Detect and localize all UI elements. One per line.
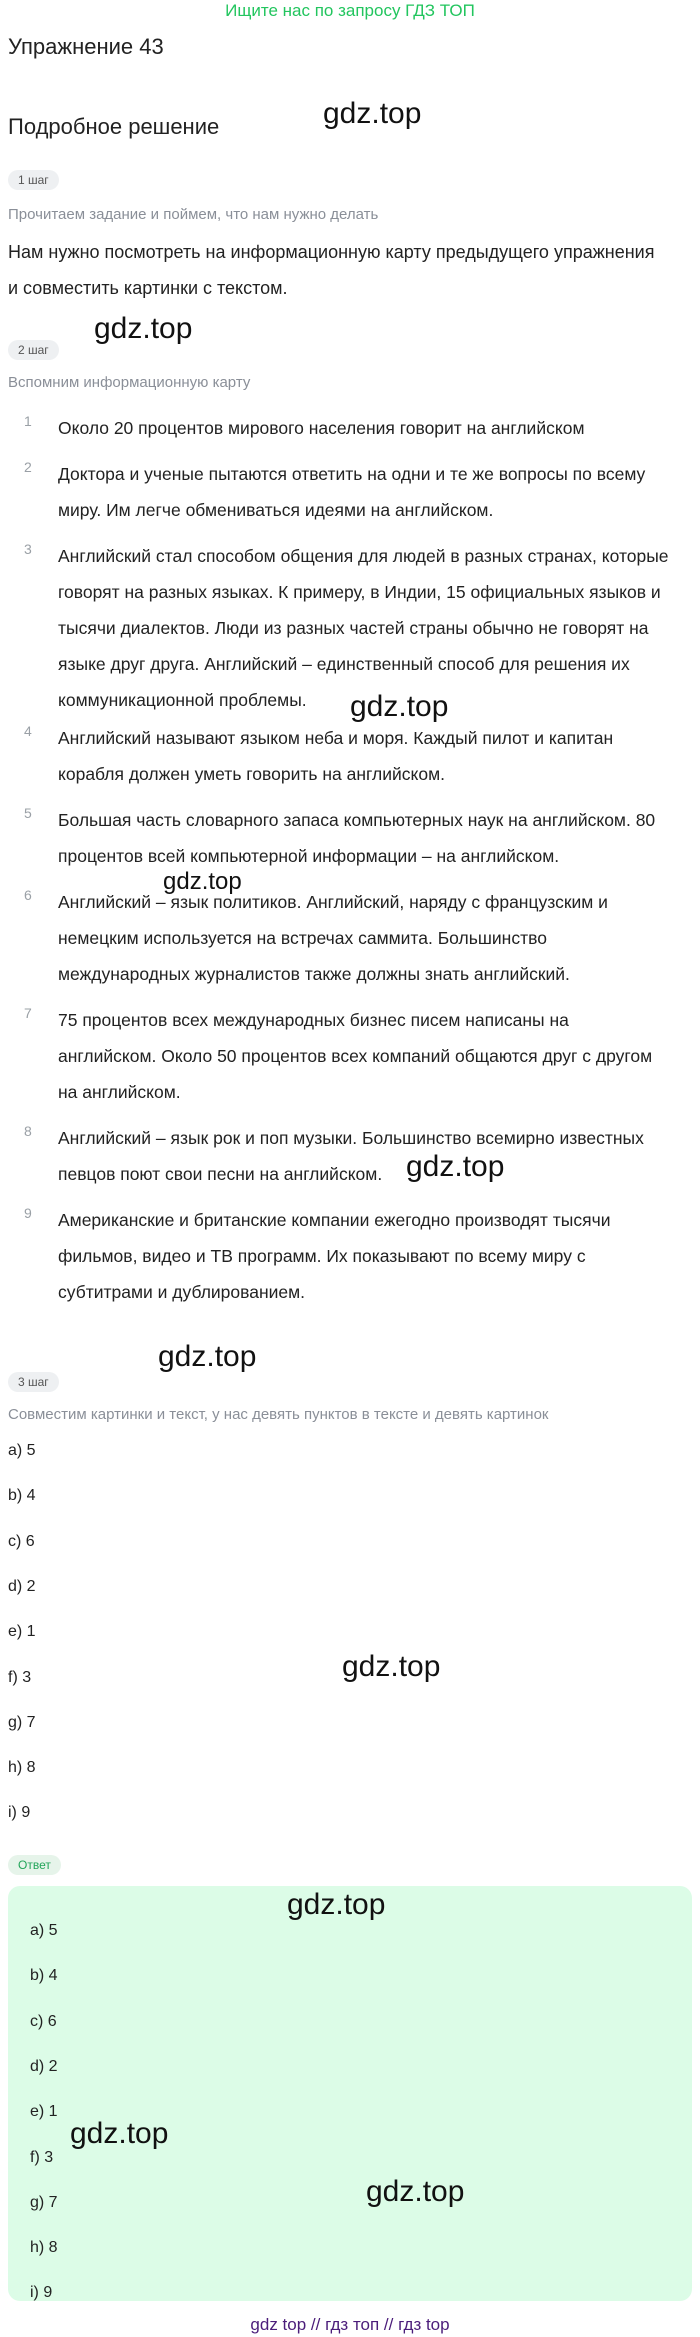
card-item-line: фильмов, видео и ТВ программ. Их показывают по всему миру с: [58, 1246, 586, 1266]
match-item: a) 5: [8, 1442, 36, 1459]
watermark: gdz.top: [70, 2117, 169, 2150]
card-item: [24, 720, 692, 792]
watermark: gdz.top: [323, 97, 422, 130]
card-item-text: [36, 1202, 610, 1310]
step-badge: 3 шаг: [8, 1372, 59, 1392]
card-item-line: Американские и британские компании ежегодно производят тысячи: [58, 1210, 611, 1230]
step-hint: Прочитаем задание и поймем, что нам нужно делать: [8, 206, 379, 223]
card-item-text: [36, 410, 584, 446]
answer-item: d) 2: [30, 2057, 58, 2075]
watermark: gdz.top: [406, 1150, 505, 1183]
card-item-line: Доктора и ученые пытаются ответить на одни и те же вопросы по всему: [58, 464, 646, 484]
match-item: h) 8: [8, 1759, 36, 1777]
answer-badge: Ответ: [8, 1855, 61, 1875]
card-item: [24, 410, 692, 446]
card-item: [24, 884, 692, 992]
answer-item: i) 9: [30, 2284, 53, 2302]
watermark: gdz.top: [350, 690, 449, 723]
card-item-number: 7: [24, 1005, 32, 1021]
card-item-line: процентов всей компьютерной информации – на английском.: [58, 846, 560, 866]
card-item-line: на английском.: [58, 1082, 181, 1102]
card-item-line: Английский стал способом общения для людей в разных странах, которые: [58, 546, 669, 566]
page-title: Упражнение 43: [8, 34, 164, 59]
card-item-line: корабля должен уметь говорить на английском.: [58, 764, 446, 784]
answer-item: b) 4: [30, 1967, 58, 1985]
answer-item: g) 7: [30, 2193, 58, 2211]
card-item-number: 9: [24, 1205, 32, 1221]
card-item-line: коммуникационной проблемы.: [58, 690, 307, 710]
answer-item: c) 6: [30, 2012, 57, 2030]
watermark: gdz.top: [163, 868, 242, 895]
card-item-number: 5: [24, 805, 32, 821]
card-item: [24, 1002, 692, 1110]
card-item-line: Английский – язык политиков. Английский, наряду с французским и: [58, 892, 608, 912]
watermark: gdz.top: [342, 1650, 441, 1683]
card-item-text: [36, 1002, 652, 1110]
footer-links: gdz top // гдз топ // гдз top: [250, 2315, 450, 2334]
search-banner: Ищите нас по запросу ГДЗ ТОП: [225, 1, 475, 20]
card-item-line: немецким используется на встречах саммита. Большинство: [58, 928, 547, 948]
card-item-text: [36, 456, 645, 528]
match-item: d) 2: [8, 1577, 36, 1595]
watermark: gdz.top: [94, 312, 193, 345]
card-item-line: 75 процентов всех международных бизнес писем написаны на: [58, 1010, 569, 1030]
card-item-line: говорят на разных языках. К примеру, в Индии, 15 официальных языков и: [58, 582, 661, 602]
watermark: gdz.top: [287, 1888, 386, 1921]
match-item: b) 4: [8, 1487, 36, 1505]
card-item-text: [36, 720, 613, 792]
card-item: [24, 1202, 692, 1310]
card-item-number: 8: [24, 1123, 32, 1139]
step-badge: 2 шаг: [8, 340, 59, 360]
step-badge: 1 шаг: [8, 170, 59, 190]
match-item: i) 9: [8, 1804, 31, 1822]
card-item: [24, 1120, 692, 1192]
card-item-number: 4: [24, 723, 32, 739]
card-item-text: [36, 884, 608, 992]
card-item-line: Английский называют языком неба и моря. Каждый пилот и капитан: [58, 728, 614, 748]
card-item-number: 3: [24, 541, 32, 557]
step-hint: Совместим картинки и текст, у нас девять пунктов в тексте и девять картинок: [8, 1406, 549, 1423]
watermark: gdz.top: [158, 1340, 257, 1373]
match-item: f) 3: [8, 1668, 32, 1686]
card-item-line: международных журналистов также должны знать английский.: [58, 964, 570, 984]
card-item-line: Около 20 процентов мирового населения говорит на английском: [58, 418, 585, 438]
card-item-number: 2: [24, 459, 32, 475]
card-item: [24, 456, 692, 528]
step-text: Нам нужно посмотреть на информационную карту предыдущего упражнения: [8, 242, 655, 262]
answer-item: e) 1: [30, 2103, 58, 2121]
match-item: c) 6: [8, 1532, 35, 1550]
answer-item: h) 8: [30, 2239, 58, 2257]
card-item-line: миру. Им легче обмениваться идеями на английском.: [58, 500, 494, 520]
answer-box: [8, 1886, 692, 2301]
step-text: и совместить картинки с текстом.: [8, 278, 288, 298]
card-item-number: 6: [24, 887, 32, 903]
card-item-number: 1: [24, 413, 32, 429]
card-item-line: Большая часть словарного запаса компьютерных наук на английском. 80: [58, 810, 656, 830]
card-item-line: английском. Около 50 процентов всех компаний общаются друг с другом: [58, 1046, 653, 1066]
card-item-text: [36, 1120, 644, 1192]
card-item-line: тысячи диалектов. Люди из разных частей страны обычно не говорят на: [58, 618, 649, 638]
card-item-line: Английский – язык рок и поп музыки. Большинство всемирно известных: [58, 1128, 644, 1148]
card-item-line: певцов поют свои песни на английском.: [58, 1164, 383, 1184]
card-item-text: [36, 802, 655, 874]
answer-item: f) 3: [30, 2148, 54, 2166]
section-title: Подробное решение: [8, 114, 220, 139]
step-hint: Вспомним информационную карту: [8, 374, 251, 391]
watermark: gdz.top: [366, 2175, 465, 2208]
answer-item: a) 5: [30, 1922, 58, 1939]
card-item-line: языке друг друга. Английский – единственный способ для решения их: [58, 654, 630, 674]
match-item: g) 7: [8, 1713, 36, 1731]
card-item: [24, 802, 692, 874]
match-item: e) 1: [8, 1623, 36, 1641]
card-item-line: субтитрами и дублированием.: [58, 1282, 306, 1302]
